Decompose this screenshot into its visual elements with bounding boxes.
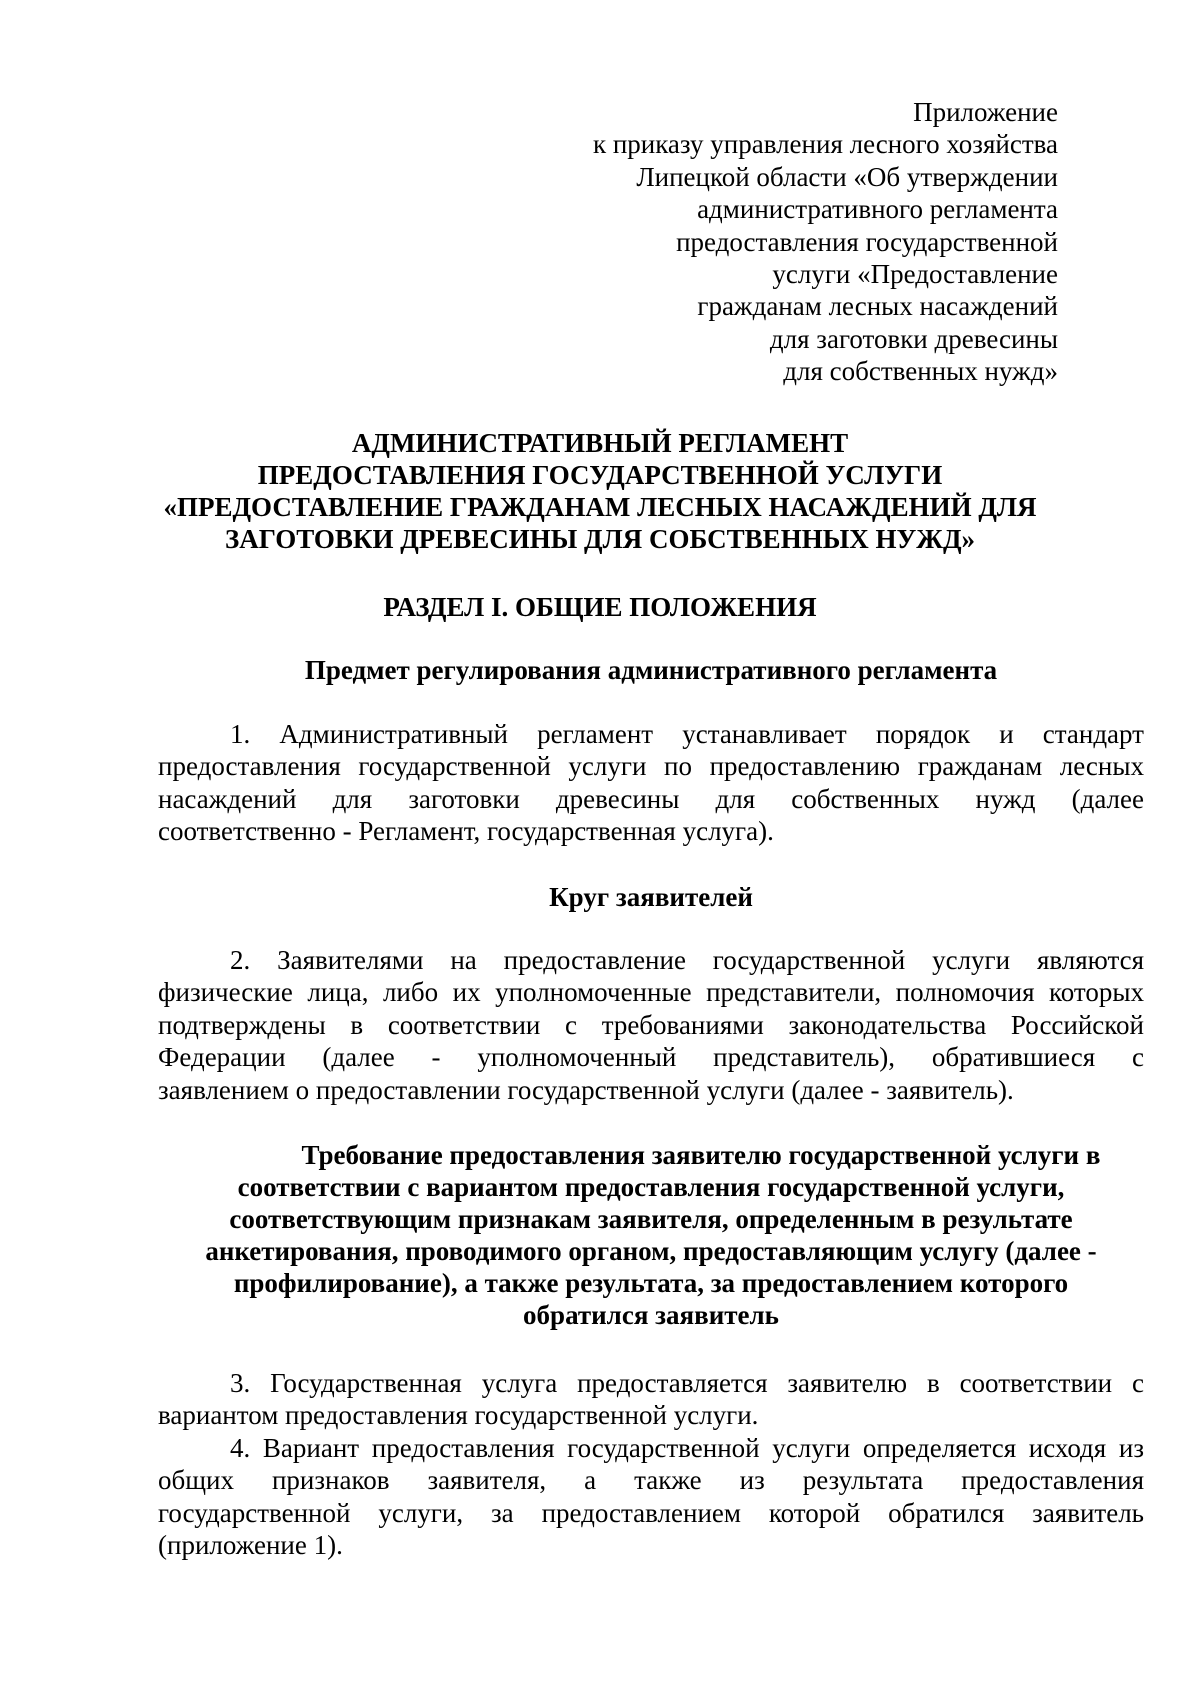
paragraph-line: подтверждены в соответствии с требованиями законодательства Российской	[158, 1009, 1144, 1040]
paragraph-line: государственной услуги, за предоставлением которой обратился заявитель	[158, 1497, 1144, 1528]
paragraph-line: вариантом предоставления государственной услуги.	[158, 1400, 759, 1431]
requirement-heading-line: анкетирования, проводимого органом, предоставляющим услугу (далее -	[205, 1236, 1097, 1266]
title-line: ЗАГОТОВКИ ДРЕВЕСИНЫ ДЛЯ СОБСТВЕННЫХ НУЖД»	[224, 524, 976, 554]
paragraph-line: 4. Вариант предоставления государственной услуги определяется исходя из	[230, 1433, 1144, 1463]
appendix-line: предоставления государственной	[676, 226, 1058, 257]
appendix-line: административного регламента	[697, 194, 1058, 225]
paragraph-2	[158, 944, 1144, 1106]
requirement-heading-line: профилирование), а также результата, за предоставлением которого	[233, 1268, 1069, 1298]
title-line: «ПРЕДОСТАВЛЕНИЕ ГРАЖДАНАМ ЛЕСНЫХ НАСАЖДЕНИЙ ДЛЯ	[163, 492, 1037, 522]
appendix-line: гражданам лесных насаждений	[697, 291, 1058, 322]
appendix-block	[593, 96, 1058, 388]
paragraph-line: соответственно - Регламент, государственная услуга).	[158, 816, 774, 847]
paragraph-line: физические лица, либо их уполномоченные представители, полномочия которых	[158, 977, 1144, 1008]
requirement-heading-line: Требование предоставления заявителю государственной услуги в	[301, 1140, 1101, 1170]
applicants-heading	[158, 881, 1144, 913]
appendix-line: для заготовки древесины	[769, 323, 1058, 354]
paragraph-line: (приложение 1).	[158, 1530, 343, 1561]
paragraph-line: предоставления государственной услуги по предоставлению гражданам лесных	[158, 751, 1144, 782]
paragraph-line: 3. Государственная услуга предоставляется заявителю в соответствии с	[230, 1368, 1144, 1398]
subject-heading	[158, 654, 1144, 686]
appendix-line: Липецкой области «Об утверждении	[636, 161, 1058, 192]
paragraph-line: Федерации (далее - уполномоченный представитель), обратившиеся с	[158, 1042, 1144, 1073]
appendix-line: для собственных нужд»	[783, 356, 1058, 387]
title-line: АДМИНИСТРАТИВНЫЙ РЕГЛАМЕНТ	[351, 428, 849, 458]
section-title: РАЗДЕЛ I. ОБЩИЕ ПОЛОЖЕНИЯ	[383, 592, 817, 622]
paragraph-4	[158, 1432, 1144, 1562]
appendix-line: к приказу управления лесного хозяйства	[592, 129, 1058, 160]
appendix-line: услуги «Предоставление	[772, 259, 1058, 290]
requirement-heading-line: соответствии с вариантом предоставления государственной услуги,	[237, 1172, 1065, 1202]
applicants-heading-text: Круг заявителей	[549, 882, 753, 912]
paragraph-3	[158, 1367, 1144, 1432]
paragraph-line: 2. Заявителями на предоставление государственной услуги являются	[230, 945, 1144, 975]
paragraph-line: общих признаков заявителя, а также из результата предоставления	[158, 1465, 1144, 1496]
requirement-heading-line: соответствующим признакам заявителя, определенным в результате	[229, 1204, 1073, 1234]
requirement-heading	[158, 1139, 1144, 1331]
paragraph-line: 1. Административный регламент устанавливает порядок и стандарт	[230, 719, 1144, 749]
document-title	[0, 427, 1200, 555]
paragraph-line: насаждений для заготовки древесины для собственных нужд (далее	[158, 783, 1144, 814]
requirement-heading-line: обратился заявитель	[523, 1300, 779, 1330]
appendix-line: Приложение	[913, 97, 1058, 127]
paragraph-1	[158, 718, 1144, 848]
paragraph-line: заявлением о предоставлении государственной услуги (далее - заявитель).	[158, 1074, 1014, 1105]
subject-heading-text: Предмет регулирования административного регламента	[304, 655, 998, 685]
title-line: ПРЕДОСТАВЛЕНИЯ ГОСУДАРСТВЕННОЙ УСЛУГИ	[257, 460, 943, 490]
